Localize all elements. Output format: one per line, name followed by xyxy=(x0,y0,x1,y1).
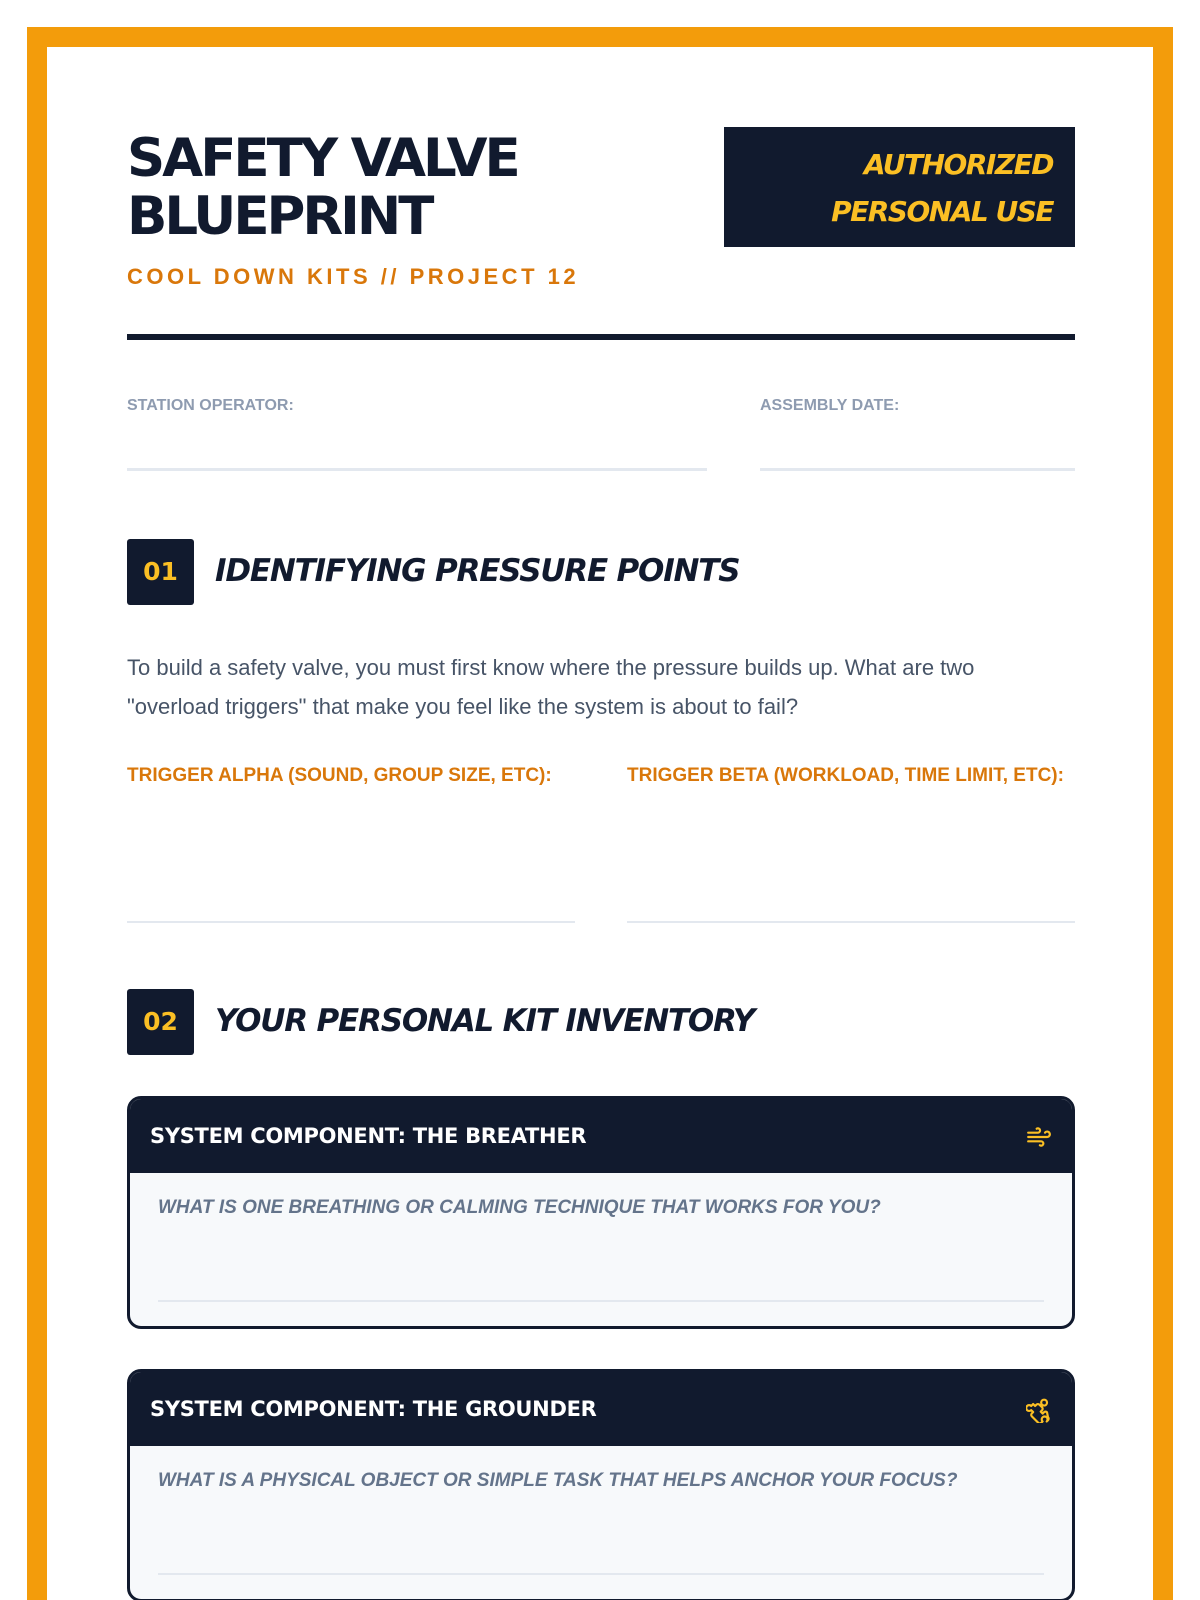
puzzle-piece-icon xyxy=(1026,1397,1052,1423)
trigger-alpha-field[interactable] xyxy=(127,921,575,923)
assembly-date-label: ASSEMBLY DATE: xyxy=(760,397,900,414)
title-line-2: BLUEPRINT xyxy=(127,186,432,247)
station-operator-field[interactable] xyxy=(127,468,707,471)
component-card-breather xyxy=(127,1096,1075,1329)
badge-line-1: AUTHORIZED xyxy=(863,148,1053,181)
card-title: SYSTEM COMPONENT: THE BREATHER xyxy=(150,1124,587,1148)
card-header xyxy=(130,1099,1072,1173)
section-title-kit-inventory: YOUR PERSONAL KIT INVENTORY xyxy=(215,1003,755,1039)
trigger-alpha-label: TRIGGER ALPHA (SOUND, GROUP SIZE, ETC): xyxy=(127,765,552,786)
component-card-grounder xyxy=(127,1369,1075,1600)
page-title xyxy=(127,130,687,246)
badge-line-2: PERSONAL USE xyxy=(831,195,1053,228)
section-title-pressure-points: IDENTIFYING PRESSURE POINTS xyxy=(215,553,740,589)
header-divider xyxy=(127,334,1075,340)
breather-answer-field[interactable] xyxy=(158,1300,1044,1302)
section-number-badge: 02 xyxy=(127,989,194,1055)
wind-icon xyxy=(1026,1124,1052,1150)
card-header xyxy=(130,1372,1072,1446)
section-number-badge: 01 xyxy=(127,539,194,605)
page-subtitle: COOL DOWN KITS // PROJECT 12 xyxy=(127,264,580,289)
card-title: SYSTEM COMPONENT: THE GROUNDER xyxy=(150,1397,597,1421)
card-question: WHAT IS A PHYSICAL OBJECT OR SIMPLE TASK THAT HELPS ANCHOR YOUR FOCUS? xyxy=(158,1470,958,1491)
assembly-date-field[interactable] xyxy=(760,468,1075,471)
card-question: WHAT IS ONE BREATHING OR CALMING TECHNIQUE THAT WORKS FOR YOU? xyxy=(158,1197,881,1218)
grounder-answer-field[interactable] xyxy=(158,1573,1044,1575)
trigger-beta-label: TRIGGER BETA (WORKLOAD, TIME LIMIT, ETC): xyxy=(627,765,1064,786)
trigger-beta-field[interactable] xyxy=(627,921,1075,923)
station-operator-label: STATION OPERATOR: xyxy=(127,397,294,414)
title-line-1: SAFETY VALVE xyxy=(127,128,518,189)
section-intro-text: To build a safety valve, you must first know where the pressure builds up. What are two "overload triggers" that make you feel like the system is about to fail? xyxy=(127,655,975,719)
authorized-badge xyxy=(724,127,1075,247)
